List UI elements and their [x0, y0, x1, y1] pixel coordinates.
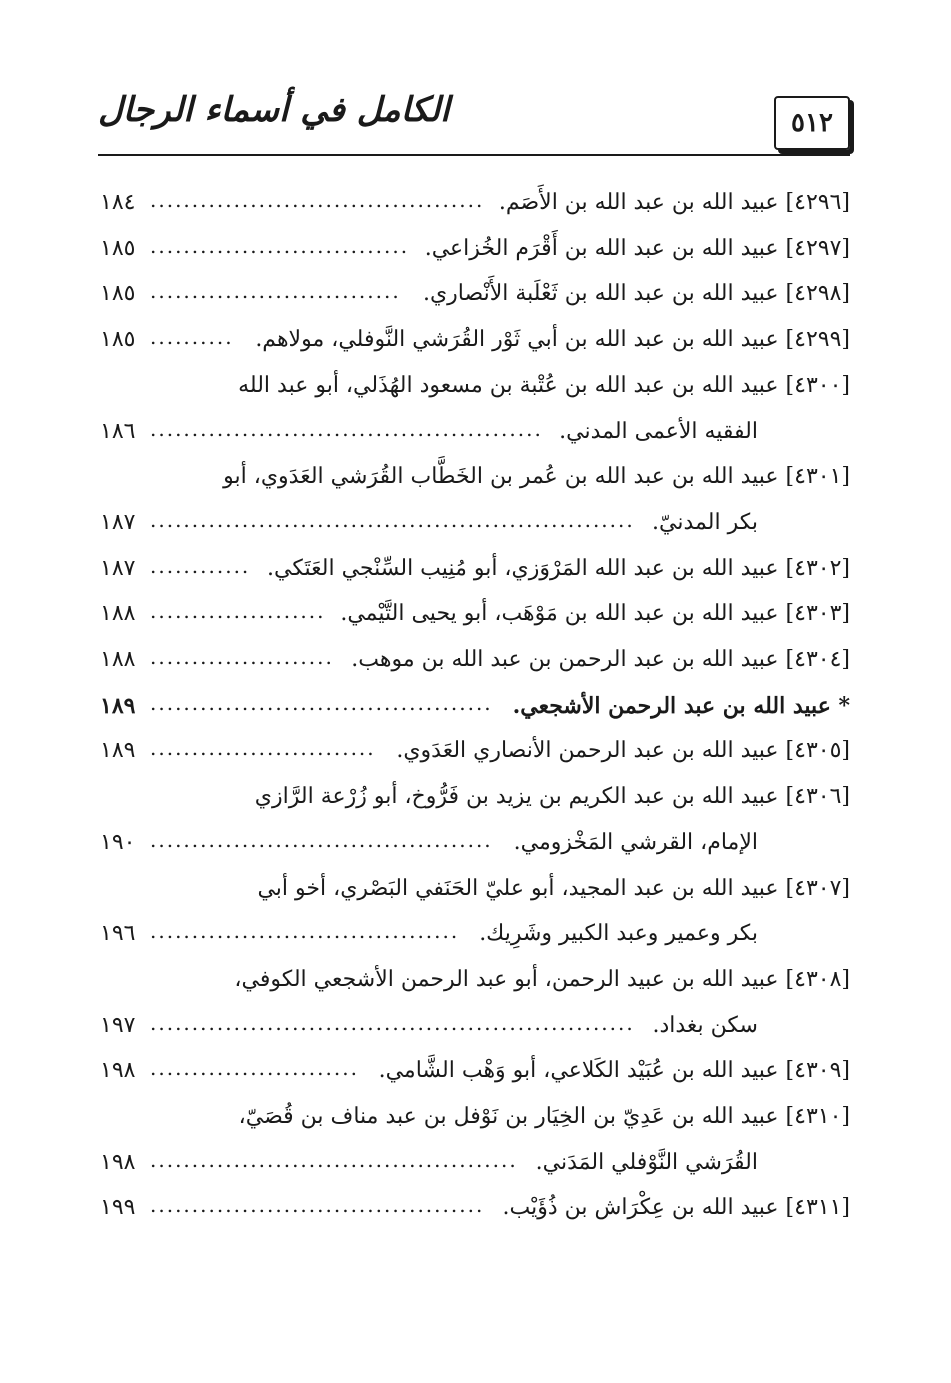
page-number: ٥١٢	[774, 96, 850, 150]
index-entry	[100, 319, 850, 367]
leader-dots: ..........................................................	[150, 1010, 635, 1035]
entry-text: [٤٣٠٠] عبيد الله بن عبد الله بن عُتْبة بن مسعود الهُذَلي، أبو عبد الله	[238, 372, 850, 398]
leader-dots: ...............................................	[150, 416, 543, 441]
entry-page-number: ١٨٨	[100, 647, 136, 672]
page-header	[98, 88, 850, 154]
book-title: الكامل في أسماء الرجال	[98, 90, 450, 130]
index-entry	[100, 456, 850, 504]
entry-text: [٤٢٩٧] عبيد الله بن عبد الله بن أَقْرَم الخُزاعي.	[424, 235, 850, 261]
entry-text: [٤٣٠٥] عبيد الله بن عبد الرحمن الأنصاري العَدَوي.	[396, 738, 850, 764]
leader-dots: .........................	[150, 1056, 359, 1081]
entry-text: [٤٣١٠] عبيد الله بن عَدِيّ بن الخِيَار بن نَوْفل بن عبد مناف بن قُصَيّ،	[238, 1104, 850, 1129]
index-entry	[100, 182, 850, 230]
leader-dots: ............................................	[150, 1147, 518, 1172]
index-entry	[100, 1050, 850, 1098]
index-entry	[100, 228, 850, 276]
entry-page-number: ١٨٥	[100, 281, 136, 307]
index-entry	[100, 502, 850, 550]
index-entry	[100, 273, 850, 321]
entry-text: [٤٣٠٦] عبيد الله بن عبد الكريم بن يزيد بن فَرُّوخ، أبو زُرْعة الرَّازي	[254, 784, 850, 810]
index-entry	[100, 868, 850, 916]
entry-text: القُرَشي النَّوْفلي المَدَني.	[535, 1149, 758, 1175]
entry-page-number: ١٨٨	[100, 601, 136, 627]
entry-page-number: ١٨٤	[100, 190, 136, 215]
entry-text: [٤٢٩٦] عبيد الله بن عبد الله بن الأَصَم.	[498, 190, 850, 215]
index-entry	[100, 959, 850, 1007]
entry-page-number: ١٩٧	[100, 1012, 136, 1038]
entry-page-number: ١٨٩	[100, 692, 136, 719]
leader-dots: ............	[150, 553, 251, 578]
leader-dots: ........................................	[150, 188, 485, 212]
entry-page-number: ١٨٧	[100, 509, 136, 535]
entry-page-number: ١٩٨	[100, 1058, 136, 1084]
index-entry	[100, 776, 850, 824]
entry-text: [٤٢٩٩] عبيد الله بن عبد الله بن أبي ثَوْر القُرَشي النَّوفلي، مولاهم.	[255, 327, 850, 353]
entry-text: [٤٣٠٨] عبيد الله بن عبيد الرحمن، أبو عبد الرحمن الأشجعي الكوفي،	[234, 966, 850, 992]
entry-page-number: ١٨٥	[100, 327, 136, 353]
header-rule	[98, 154, 850, 156]
entry-text: [٤٣٠٩] عبيد الله بن عُبَيْد الكَلاعي، أبو وَهْب الشَّامي.	[378, 1058, 850, 1084]
entry-text: [٤٢٩٨] عبيد الله بن عبد الله بن ثَعْلَبة الأَنْصاري.	[422, 281, 850, 307]
index-entry	[100, 639, 850, 687]
index-entry	[100, 365, 850, 413]
leader-dots: ..............................	[150, 279, 401, 304]
entry-text: الإمام، القرشي المَخْزومي.	[513, 829, 758, 855]
index-entry	[100, 548, 850, 596]
entry-text: سكن بغداد.	[652, 1012, 758, 1038]
leader-dots: ......................	[150, 645, 334, 669]
index-entry	[100, 1096, 850, 1144]
entry-text: [٤٣٠٣] عبيد الله بن عبد الله بن مَوْهَب، أبو يحيى التَّيْمي.	[340, 601, 850, 627]
leader-dots: ...........................	[150, 736, 376, 761]
entry-page-number: ١٩٨	[100, 1149, 136, 1175]
entry-text: * عبيد الله بن عبد الرحمن الأشجعي.	[512, 692, 850, 719]
leader-dots: ..........	[150, 325, 234, 350]
entry-text: بكر المدنيّ.	[652, 509, 758, 535]
entry-page-number: ١٨٥	[100, 235, 136, 261]
leader-dots: .........................................	[150, 690, 493, 715]
leader-dots: .........................................	[150, 827, 493, 852]
index-entry	[100, 822, 850, 870]
entry-page-number: ١٨٦	[100, 418, 136, 444]
entry-text: [٤٣١١] عبيد الله بن عِكْرَاش بن ذُؤَيْب.	[502, 1195, 850, 1221]
entry-page-number: ١٩٦	[100, 921, 136, 947]
index-entry	[100, 411, 850, 459]
index-entry	[100, 913, 850, 961]
entry-page-number: ١٩٩	[100, 1195, 136, 1221]
entry-page-number: ١٩٠	[100, 829, 136, 855]
index-entry	[100, 730, 850, 778]
entry-text: [٤٣٠٤] عبيد الله بن عبد الرحمن بن عبد الله بن موهب.	[351, 647, 850, 672]
leader-dots: .....................	[150, 599, 326, 624]
leader-dots: ...............................	[150, 233, 410, 258]
leader-dots: ........................................	[150, 1193, 485, 1218]
entry-page-number: ١٨٧	[100, 555, 136, 581]
entry-text: [٤٣٠٢] عبيد الله بن عبد الله المَرْوَزي، أبو مُنِيب السِّنْجي العَتَكي.	[267, 555, 850, 581]
index-entry	[100, 1187, 850, 1235]
entry-text: بكر وعمير وعبد الكبير وشَرِيك.	[479, 921, 758, 947]
leader-dots: ..........................................................	[150, 507, 635, 532]
entry-text: [٤٣٠١] عبيد الله بن عبد الله بن عُمر بن الخَطَّاب القُرَشي العَدَوي، أبو	[223, 464, 850, 490]
index-entry	[100, 1142, 850, 1190]
index-entry	[100, 1005, 850, 1053]
entry-text: الفقيه الأعمى المدني.	[559, 418, 758, 444]
entry-text: [٤٣٠٧] عبيد الله بن عبد المجيد، أبو عليّ الحَنَفي البَصْري، أخو أبي	[257, 875, 850, 901]
index-entry	[100, 685, 850, 733]
index-entry	[100, 593, 850, 641]
entry-page-number: ١٨٩	[100, 738, 136, 764]
leader-dots: .....................................	[150, 919, 460, 944]
